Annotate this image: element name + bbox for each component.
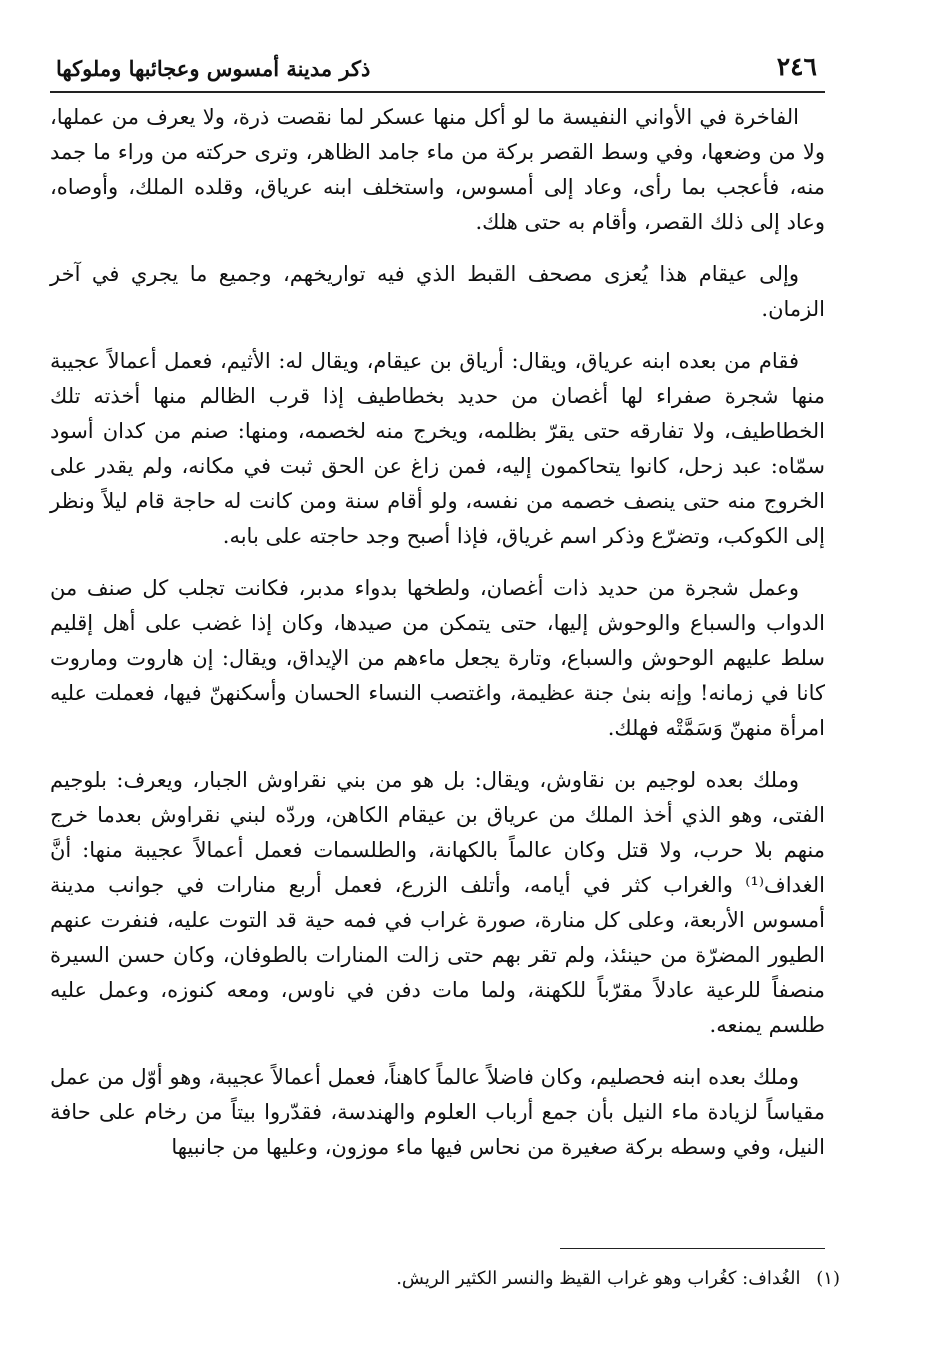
paragraph: وإلى عيقام هذا يُعزى مصحف القبط الذي فيه تواريخهم، وجميع ما يجري في آخر الزمان. bbox=[50, 262, 825, 321]
footnote-text: الغُداف: كغُراب وهو غراب القيظ والنسر الكثير الريش. bbox=[396, 1268, 801, 1289]
page-header bbox=[50, 48, 825, 88]
footnote-number: (١) bbox=[816, 1268, 840, 1289]
page-number: ٢٤٦ bbox=[776, 52, 817, 81]
paragraph: فقام من بعده ابنه عرياق، ويقال: أرياق بن عيقام، ويقال له: الأثيم، فعمل أعمالاً عجيبة منها شجرة صفراء لها أغصان من حديد بخطاطيف إذا قرب الظالم منها أخذته تلك الخطاطيف، ولا تفارقه حتى يقرّ بظلمه، ويخرج منه لخصمه، ومنها: صنم من كدان أسود سمّاه: عبد زحل، كانوا يتحاكمون إليه، فمن زاغ عن الحق ثبت في مكانه، ولم يقدر على الخروج منه حتى ينصف خصمه من نفسه، ولو أقام سنة ومن كانت له حاجة قام ليلاً ونظر إلى الكوكب، وتضرّع وذكر اسم غرياق، فإذا أصبح وجد حاجته على بابه. bbox=[50, 349, 825, 548]
header-divider bbox=[50, 91, 825, 93]
paragraph: الفاخرة في الأواني النفيسة ما لو أكل منها عسكر لما نقصت ذرة، ولا يعرف من عملها، ولا من وضعها، وفي وسط القصر بركة من ماء جامد الظاهر، وترى حركته من وراء ما جمد منه، فأعجب بما رأى، وعاد إلى أمسوس، واستخلف ابنه عرياق، وقلده الملك، وأوصاه، وعاد إلى ذلك القصر، وأقام به حتى هلك. bbox=[50, 105, 825, 234]
body-text bbox=[50, 100, 825, 1182]
footnote bbox=[50, 1265, 840, 1293]
paragraph: وملك بعده لوجيم بن نقاوش، ويقال: بل هو من بني نقراوش الجبار، ويعرف: بلوجيم الفتى، وهو الذي أخذ الملك من عرياق بن عيقام الكاهن، وردّه لبني نقراوش بعدما خرج منهم بلا حرب، ولا قتل وكان عالماً بالكهانة، والطلسمات فعمل أعمالاً عجيبة منها: أنَّ الغداف⁽¹⁾ والغراب كثر في أيامه، وأتلف الزرع، فعمل أربع منارات في جوانب مدينة أمسوس الأربعة، وعلى كل منارة، صورة غراب في فمه حية قد التوت عليه، فنفرت عنهم الطيور المضرّة من حينئذ، ولم تقر بهم حتى زالت المنارات بالطوفان، وكان حسن السيرة منصفاً للرعية عادلاً مقرّباً للكهنة، ولما مات دفن في ناوس، ومعه كنوزه، وعمل عليه طلسم يمنعه. bbox=[50, 768, 825, 1037]
footnote-divider bbox=[560, 1248, 825, 1249]
running-title: ذكر مدينة أمسوس وعجائبها وملوكها bbox=[56, 56, 371, 81]
paragraph: وملك بعده ابنه فحصليم، وكان فاضلاً عالماً كاهناً، فعمل أعمالاً عجيبة، وهو أوّل من عمل مقياساً لزيادة ماء النيل بأن جمع أرباب العلوم والهندسة، فقدّروا بيتاً من رخام على حافة النيل، وفي وسطه بركة صغيرة من نحاس فيها ماء موزون، وعليها من جانبيها bbox=[50, 1065, 825, 1159]
paragraph: وعمل شجرة من حديد ذات أغصان، ولطخها بدواء مدبر، فكانت تجلب كل صنف من الدواب والسباع والوحوش إليها، حتى يتمكن من صيدها، وكان إذا غضب على أهل إقليم سلط عليهم الوحوش والسباع، وتارة يجعل ماءهم من الإيداق، ويقال: إن هاروت وماروت كانا في زمانه! وإنه بنىٰ جنة عظيمة، واغتصب النساء الحسان وأسكنهنّ فيها، فعملت عليه امرأة منهنّ وَسَمَّتْه فهلك. bbox=[50, 576, 825, 740]
